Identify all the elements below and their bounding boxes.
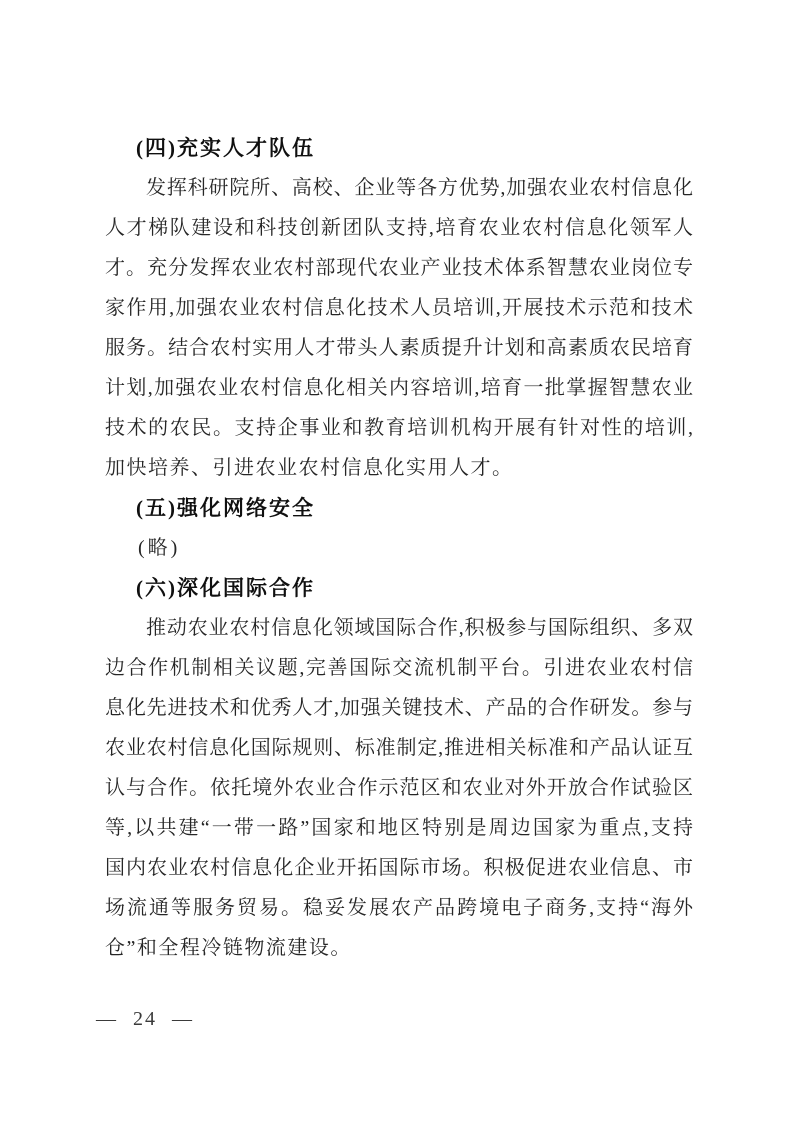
text-line: 技术的农民。支持企事业和教育培训机构开展有针对性的培训,: [105, 417, 693, 439]
omitted-note: (略): [138, 537, 181, 559]
text-line: 等,以共建“一带一路”国家和地区特别是周边国家为重点,支持: [105, 817, 693, 839]
text-line: 仓”和全程冷链物流建设。: [105, 937, 352, 959]
text-line: 才。充分发挥农业农村部现代农业产业技术体系智慧农业岗位专: [105, 257, 693, 279]
text-line: 息化先进技术和优秀人才,加强关键技术、产品的合作研发。参与: [105, 697, 693, 719]
text-line: 认与合作。依托境外农业合作示范区和农业对外开放合作试验区: [105, 777, 693, 799]
text-line: 家作用,加强农业农村信息化技术人员培训,开展技术示范和技术: [105, 297, 693, 319]
text-line: 计划,加强农业农村信息化相关内容培训,培育一批掌握智慧农业: [105, 377, 693, 399]
text-line: 边合作机制相关议题,完善国际交流机制平台。引进农业农村信: [105, 657, 693, 679]
text-line: 发挥科研院所、高校、企业等各方优势,加强农业农村信息化: [146, 177, 693, 199]
text-line: 人才梯队建设和科技创新团队支持,培育农业农村信息化领军人: [105, 217, 693, 239]
text-line: 国内农业农村信息化企业开拓国际市场。积极促进农业信息、市: [105, 857, 693, 879]
text-line: 场流通等服务贸易。稳妥发展农产品跨境电子商务,支持“海外: [105, 897, 693, 919]
text-line: 推动农业农村信息化领域国际合作,积极参与国际组织、多双: [146, 617, 693, 639]
text-line: 服务。结合农村实用人才带头人素质提升计划和高素质农民培育: [105, 337, 693, 359]
text-line: 农业农村信息化国际规则、标准制定,推进相关标准和产品认证互: [105, 737, 693, 759]
section-6-paragraph: [105, 608, 693, 968]
section-heading-6: (六)深化国际合作: [136, 576, 315, 600]
section-4-paragraph: [105, 168, 693, 488]
text-line: 加快培养、引进农业农村信息化实用人才。: [105, 457, 514, 479]
page-number: — 24 —: [96, 1008, 194, 1030]
document-content: [105, 128, 693, 968]
section-heading-5: (五)强化网络安全: [136, 496, 315, 520]
section-heading-4: (四)充实人才队伍: [136, 136, 315, 160]
